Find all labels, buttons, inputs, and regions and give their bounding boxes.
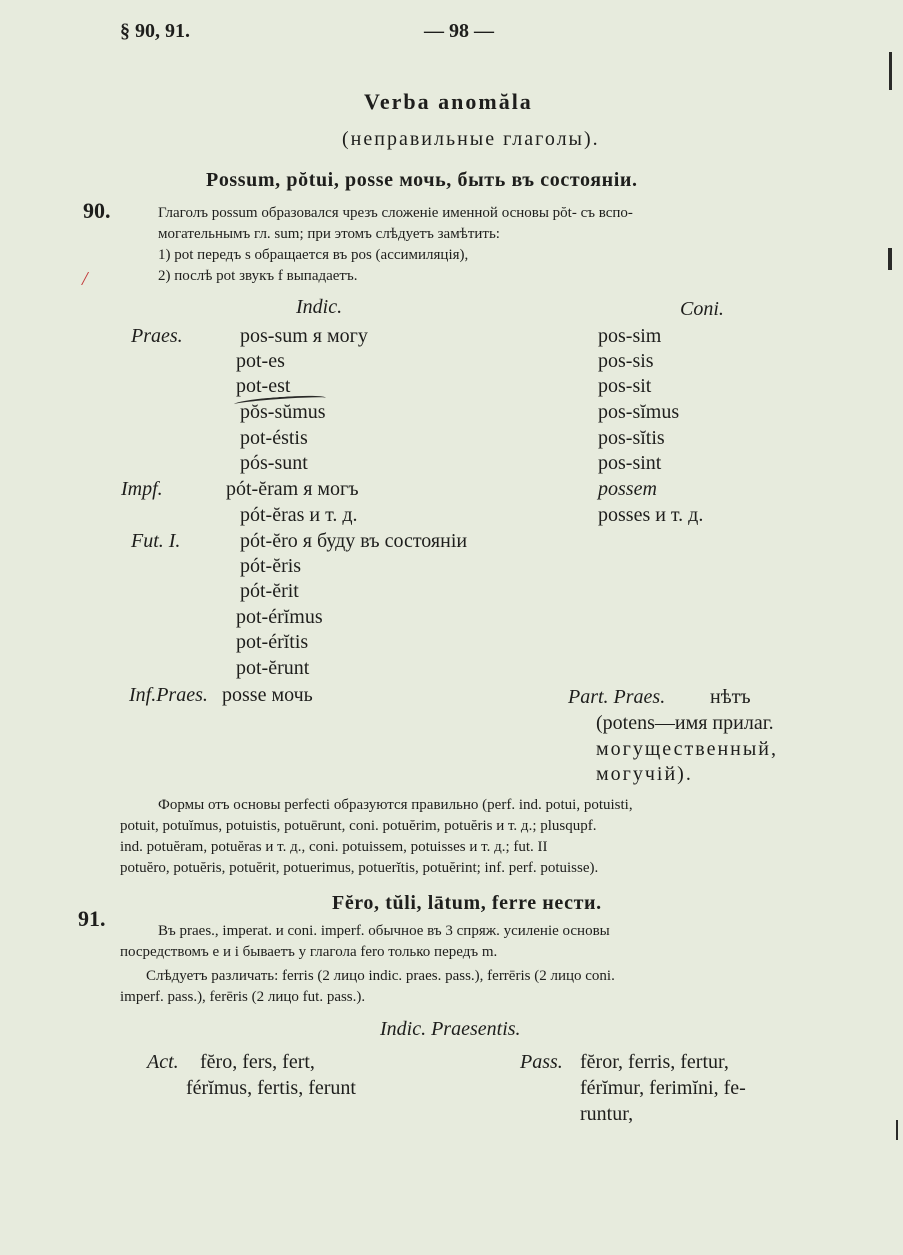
fut-indic-form: pot-ĕrunt [236, 657, 310, 679]
fero-heading: Fĕro, tŭli, lātum, ferre нести. [332, 892, 602, 914]
praes-coni-form: pos-sim [598, 325, 662, 347]
section-number-91: 91. [78, 906, 106, 931]
chapter-subtitle: (неправильные глаголы). [342, 128, 600, 150]
fero-paragraph-line: imperf. pass.), ferēris (2 лицо fut. pass.). [120, 989, 366, 1005]
perfecti-line: potuit, potuĭmus, potuistis, potuērunt, coni. potuĕrim, potuĕris и т. д.; plusqupf. [120, 818, 597, 834]
participle-value: нѣтъ [710, 686, 751, 708]
imperfectum-label: Impf. [121, 478, 163, 500]
fut-indic-form: pót-ĕro я буду въ состояніи [240, 530, 468, 552]
participle-note: могущественный, [596, 738, 779, 760]
impf-indic-form: pót-ĕras и т. д. [240, 504, 358, 526]
praes-coni-form: pos-sint [598, 452, 662, 474]
participle-note: могучій). [596, 763, 693, 785]
passive-forms: fĕror, ferris, fertur, [580, 1051, 729, 1073]
praes-indic-form: pot-es [236, 350, 285, 372]
praes-indic-form: pós-sunt [240, 452, 308, 474]
active-forms: fĕro, fers, fert, [200, 1051, 315, 1073]
passive-forms: férĭmur, ferimĭni, fe- [580, 1077, 746, 1099]
possum-intro-line-1: Глаголъ possum образовался чрезъ сложеніе именной основы pŏt- съ вспо- [158, 205, 633, 221]
active-label: Act. [147, 1051, 179, 1073]
margin-pencil-mark: / [82, 268, 88, 290]
impf-indic-form: pót-ĕram я могъ [226, 478, 359, 500]
passive-label: Pass. [520, 1051, 563, 1073]
indicative-label: Indic. [296, 296, 343, 318]
section-number-90: 90. [83, 198, 111, 223]
impf-coni-form: possem [598, 478, 657, 500]
praes-indic-form: pos-sum я могу [240, 325, 368, 347]
fut-indic-form: pot-érĭtis [236, 631, 309, 653]
praes-coni-form: pos-sit [598, 375, 652, 397]
perfecti-line: ind. potuĕram, potuĕras и т. д., coni. potuissem, potuisses и т. д.; fut. II [120, 839, 548, 855]
impf-coni-form: posses и т. д. [598, 504, 704, 526]
participle-note: (potens—имя прилаг. [596, 712, 774, 734]
indic-praesentis-label: Indic. Praesentis. [380, 1018, 521, 1040]
conjunctive-label: Coni. [680, 298, 724, 320]
futurum-label: Fut. I. [131, 530, 181, 552]
praes-coni-form: pos-sis [598, 350, 654, 372]
praes-coni-form: pos-sĭtis [598, 427, 665, 449]
perfecti-line: potuĕro, potuĕris, potuĕrit, potuerimus, potuerĭtis, potuĕrint; inf. perf. potuisse). [120, 860, 599, 876]
praesens-label: Praes. [131, 325, 183, 347]
page-edge-mark [896, 1120, 898, 1140]
praes-indic-form: pŏs-sŭmus [240, 401, 326, 423]
fero-paragraph-line: Слѣдуетъ различать: ferris (2 лицо indic. praes. pass.), ferrēris (2 лицо coni. [146, 968, 615, 984]
page-number: — 98 — [424, 20, 494, 42]
active-forms: férĭmus, fertis, ferunt [186, 1077, 356, 1099]
infinitive-label: Inf.Praes. [129, 684, 208, 706]
perfecti-line: Формы отъ основы perfecti образуются правильно (perf. ind. potui, potuisti, [158, 797, 633, 813]
fut-indic-form: pót-ĕris [240, 555, 302, 577]
possum-rule-2: 2) послѣ pot звукъ f выпадаетъ. [158, 268, 358, 284]
fut-indic-form: pót-ĕrit [240, 580, 299, 602]
possum-intro-line-2: могательнымъ гл. sum; при этомъ слѣдуетъ замѣтить: [158, 226, 500, 242]
fut-indic-form: pot-érĭmus [236, 606, 323, 628]
chapter-title: Verba anomăla [364, 89, 533, 114]
praes-coni-form: pos-sĭmus [598, 401, 680, 423]
praes-indic-form: pot-éstis [240, 427, 308, 449]
infinitive-value: posse мочь [222, 684, 313, 706]
possum-heading: Possum, pŏtui, posse мочь, быть въ состояніи. [206, 169, 638, 191]
page-edge-mark [888, 248, 892, 270]
passive-forms: runtur, [580, 1103, 634, 1125]
praes-indic-form: pot-est [236, 375, 291, 397]
fero-paragraph-line: Въ praes., imperat. и coni. imperf. обычное въ 3 спряж. усиленіе основы [158, 923, 610, 939]
fero-paragraph-line: посредствомъ e и i бываетъ у глагола fero только передъ m. [120, 944, 498, 960]
section-reference: § 90, 91. [120, 20, 190, 42]
page-edge-mark [889, 52, 892, 90]
participle-label: Part. Praes. [568, 686, 666, 708]
possum-rule-1: 1) pot передъ s обращается въ pos (ассимиляція), [158, 247, 469, 263]
